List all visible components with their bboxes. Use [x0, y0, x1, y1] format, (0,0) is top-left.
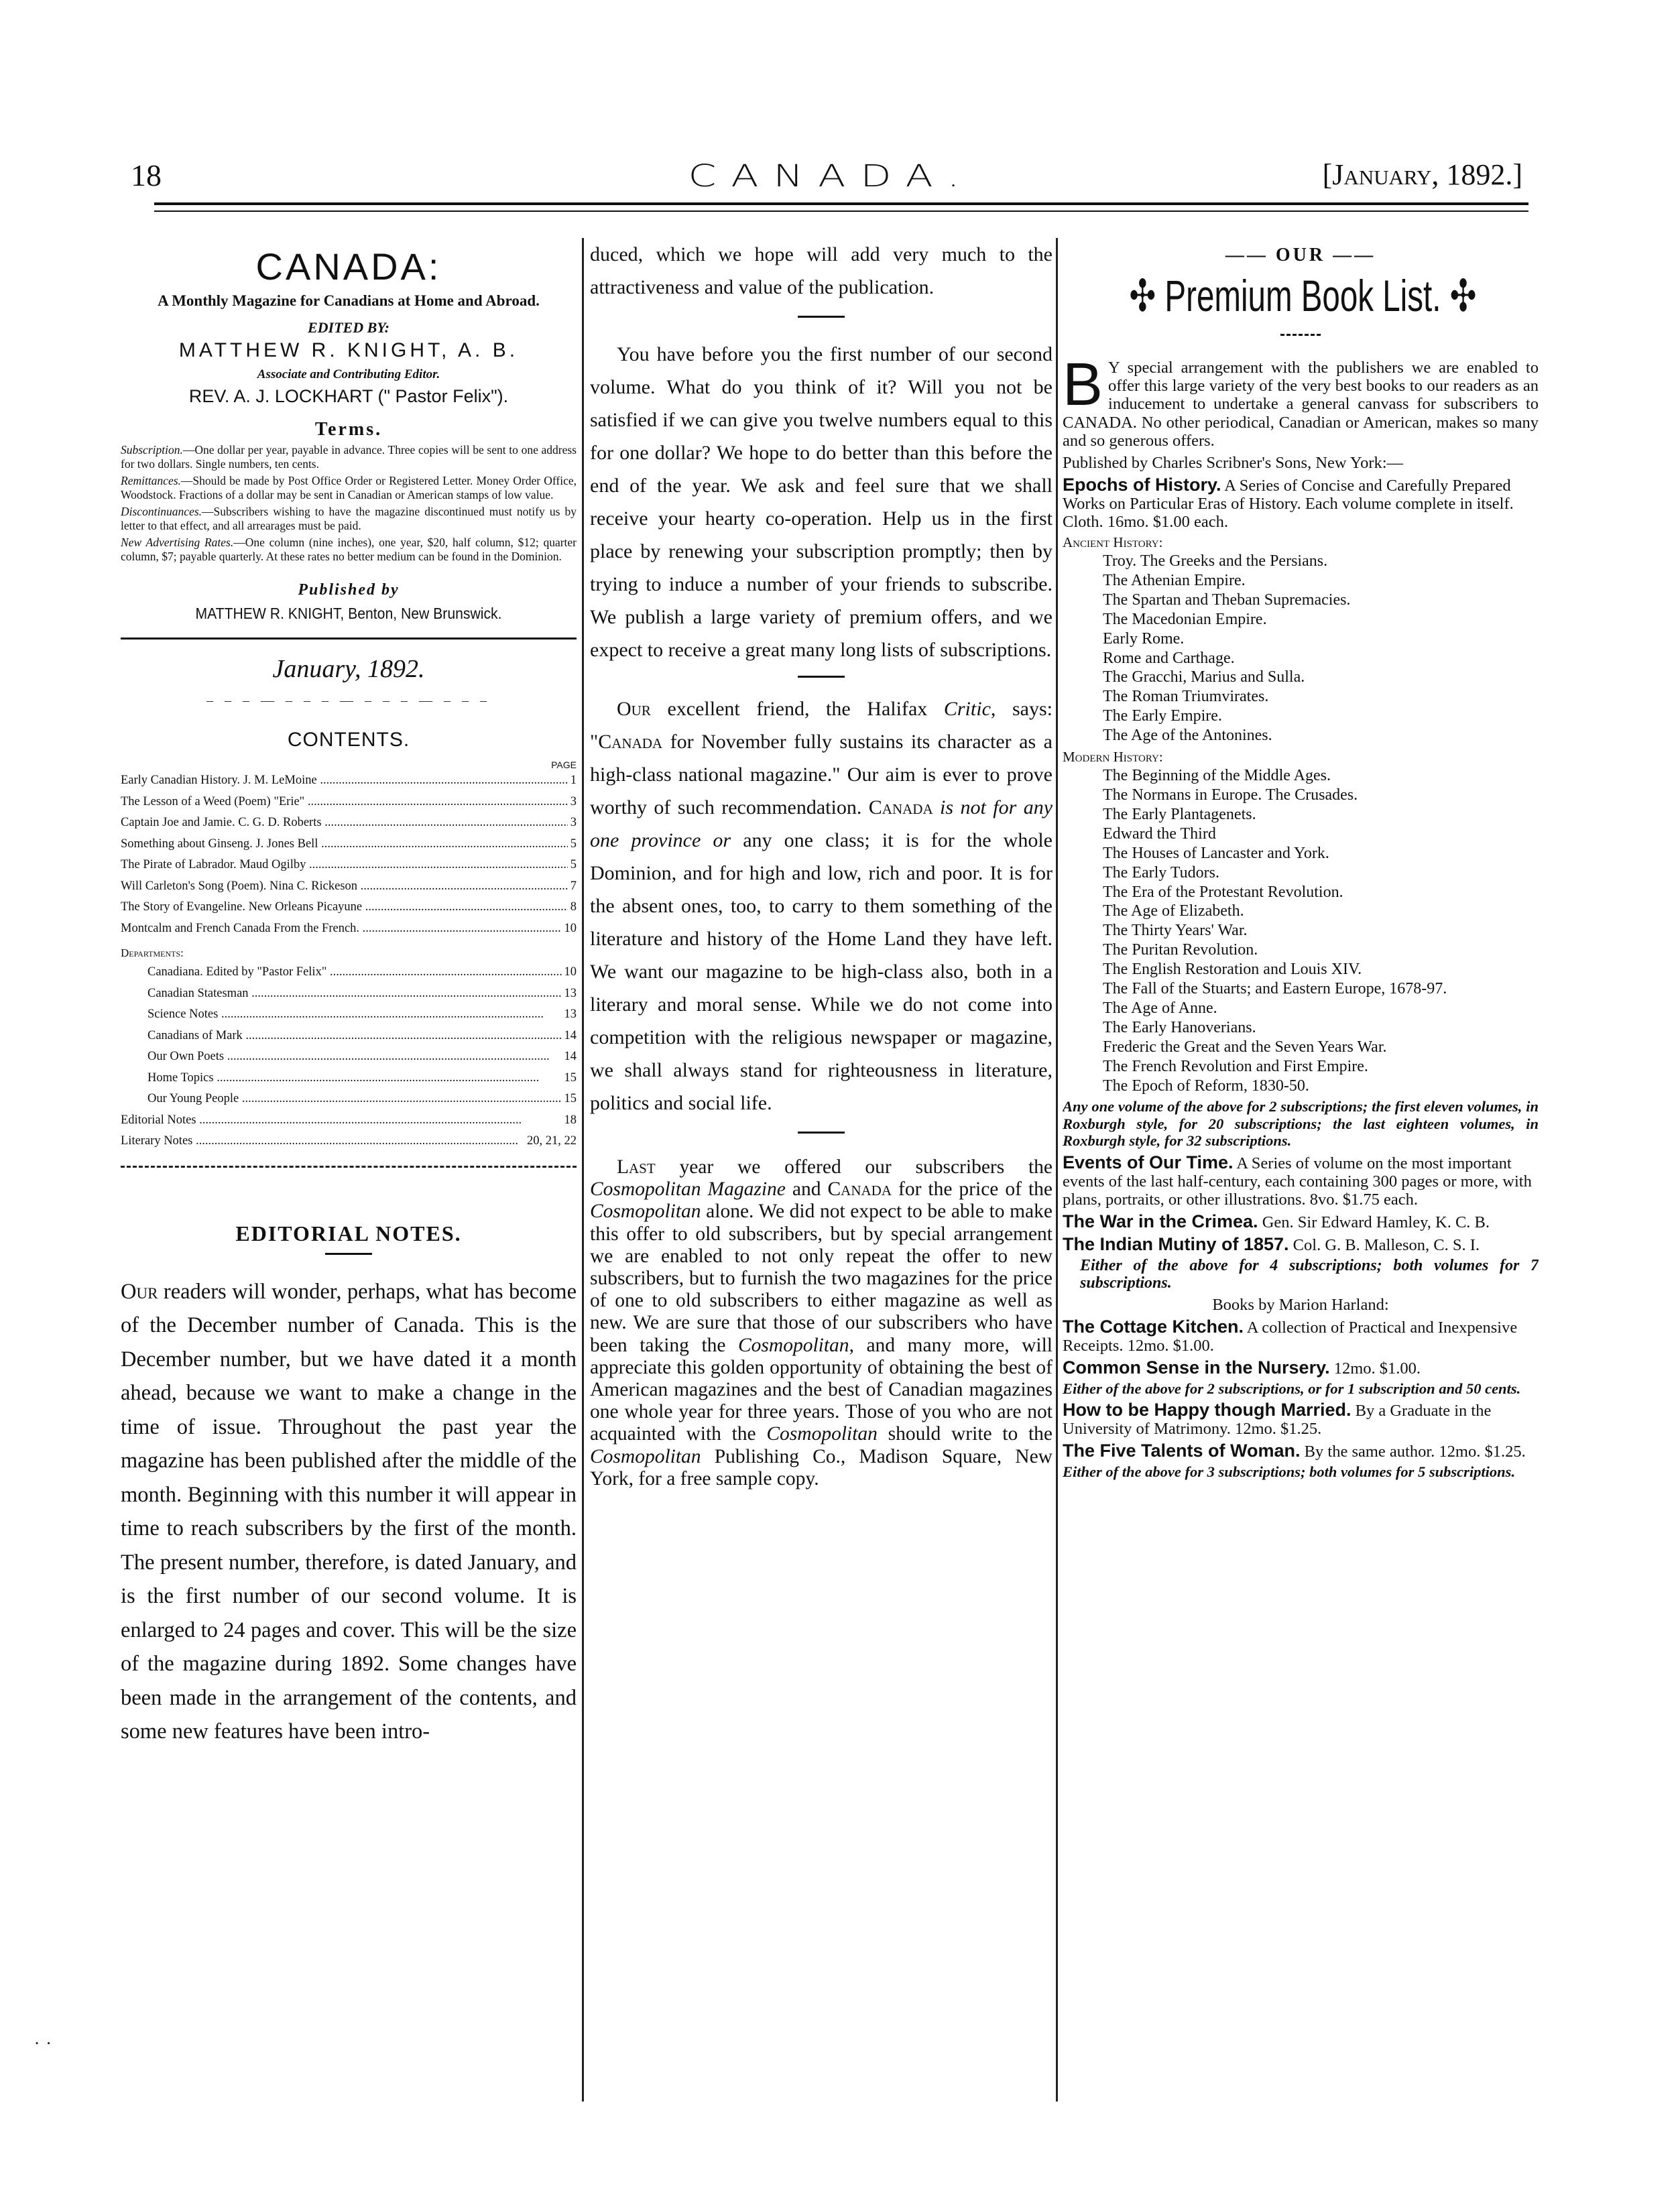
contents-item: [121, 876, 577, 898]
contents-item-page: 10: [564, 921, 577, 935]
book-happy: How to be Happy though Married. By a Graduate in the University of Matrimony. 12mo. $1.25.: [1063, 1400, 1492, 1439]
modern-history-label: Modern History:: [1063, 749, 1163, 766]
contents-item-title: Early Canadian History. J. M. LeMoine .....: [121, 770, 568, 792]
premium-intro: B Y special arrangement with the publishers we are enabled to offer this large variety of the very best books to our readers as an inducement to undertake a general canvass for subscribers to CANADA. No other periodical, Canadian or American, makes so many and so generous offers.: [1063, 351, 1539, 450]
terms-heading: Terms.: [314, 419, 383, 440]
contents-divider: [121, 1166, 577, 1168]
book-events: Events of Our Time. A Series of volume on the most important events of the last half-century, each containing 300 pages or more, with plans, portraits, or other illustrations. 8vo. $1.75 each.: [1063, 1152, 1532, 1209]
modern-history-item: The Puritan Revolution.: [1103, 941, 1258, 959]
contents-item-page: 18: [564, 1113, 577, 1127]
contents-item-page: 13: [564, 1008, 577, 1021]
associate-editor-label: Associate and Contributing Editor.: [257, 367, 440, 381]
nursery-offer: Either of the above for 2 subscriptions, or for 1 subscription and 50 cents.: [1063, 1380, 1521, 1397]
terms-remittances: Remittances.—Should be made by Post Office Order or Registered Letter. Money Order Office, Woodstock. Fractions of a dollar may be sent in Canadian or American stamps of low value.: [121, 474, 577, 501]
modern-history-item: The Normans in Europe. The Crusades.: [1103, 786, 1358, 804]
modern-history-item: The Early Plantagenets.: [1103, 805, 1256, 823]
ancient-history-item: The Gracchi, Marius and Sulla.: [1103, 668, 1305, 686]
modern-history-item: The French Revolution and First Empire.: [1103, 1057, 1368, 1075]
contents-item-title: The Story of Evangeline. New Orleans Picayune .....: [121, 897, 568, 918]
harland-line: Books by Marion Harland:: [1212, 1295, 1389, 1314]
contents-item: [121, 897, 577, 918]
contents-item-title: Editorial Notes .....: [121, 1110, 562, 1132]
dropcap: B: [1063, 351, 1103, 418]
ancient-history-list: [1063, 552, 1539, 745]
ancient-history-item: The Macedonian Empire.: [1103, 610, 1267, 628]
ancient-history-item: Early Rome.: [1103, 629, 1185, 648]
ancient-history-item: Rome and Carthage.: [1103, 649, 1235, 667]
ancient-history-item: The Spartan and Theban Supremacies.: [1103, 591, 1351, 609]
contents-item-title: The Lesson of a Weed (Poem) "Erie" .....: [121, 792, 568, 813]
divider-rule-2: [798, 676, 845, 678]
editorial-paragraph-2: You have before you the first number of our second volume. What do you think of it? Will you not be satisfied if we can give you twelve numbers equal to this for one dollar? We hope to do better than this before the end of the year. We ask and feel sure that we shall receive your hearty co-operation. Help us in the first place by renewing your subscription promptly; then by trying to induce a number of your friends to subscribe. We publish a large variety of premium offers, and we expect to receive a great many long lists of subscriptions.: [590, 343, 1053, 661]
editorial-rule: [325, 1253, 372, 1255]
contents-item-page: 15: [564, 1071, 577, 1085]
contents-item: [121, 1026, 577, 1047]
book-talents: The Five Talents of Woman. By the same author. 12mo. $1.25.: [1063, 1441, 1526, 1461]
contents-heading: CONTENTS.: [287, 729, 410, 751]
contents-item: [121, 770, 577, 792]
divider-rule-1: [798, 316, 845, 318]
contents-item-page: 8: [570, 900, 577, 914]
contents-item-title: Science Notes .....: [147, 1004, 562, 1026]
contents-item-page: 13: [564, 986, 577, 1000]
contents-item-page: 15: [564, 1092, 577, 1105]
column-premium-list: [1063, 238, 1539, 2102]
ancient-history-item: The Age of the Antonines.: [1103, 727, 1272, 745]
contents-item-title: Our Young People .....: [147, 1089, 562, 1110]
premium-our-label: —— OUR ——: [1225, 245, 1376, 265]
publisher-line: Published by Charles Scribner's Sons, New York:—: [1063, 454, 1404, 473]
page-number: 18: [131, 158, 162, 192]
terms-discontinuances: Discontinuances.—Subscribers wishing to have the magazine discontinued must notify us by letter to that effect, and all arrearages must be paid.: [121, 505, 577, 532]
modern-history-item: Frederic the Great and the Seven Years War.: [1103, 1038, 1387, 1056]
editor-name: MATTHEW R. KNIGHT, A. B.: [178, 339, 519, 361]
contents-item: [121, 918, 577, 940]
modern-history-item: The Early Hanoverians.: [1103, 1018, 1256, 1036]
contents-item-title: Home Topics .....: [147, 1068, 562, 1089]
running-title: CANADA.: [688, 158, 975, 194]
contents-item: [121, 1131, 577, 1152]
terms-subscription: Subscription.—One dollar per year, payable in advance. Three copies will be sent to one address for two dollars. Single numbers, ten cents.: [121, 443, 577, 471]
running-date: [January, 1892.]: [1322, 158, 1522, 191]
contents-item: [121, 962, 577, 983]
contents-item-page: 20, 21, 22: [527, 1134, 577, 1148]
publisher-name: MATTHEW R. KNIGHT, Benton, New Brunswick.: [195, 605, 502, 622]
contents-item: [121, 1110, 577, 1132]
modern-history-item: The Era of the Protestant Revolution.: [1103, 883, 1343, 901]
margin-marks: ˙ ˙: [34, 2038, 52, 2060]
published-by-label: Published by: [298, 581, 400, 599]
ancient-history-item: The Athenian Empire.: [1103, 571, 1246, 589]
contents-item-title: Canadiana. Edited by "Pastor Felix" .....: [147, 962, 562, 983]
contents-item: [121, 1046, 577, 1068]
header-rule-bottom: [154, 210, 1528, 212]
modern-history-item: The Fall of the Stuarts; and Eastern Europe, 1678-97.: [1103, 980, 1447, 998]
edited-by-label: EDITED BY:: [307, 319, 390, 336]
contents-item-page: 1: [570, 774, 577, 787]
contents-item-title: Will Carleton's Song (Poem). Nina C. Rickeson .....: [121, 876, 568, 898]
book-nursery: Common Sense in the Nursery. 12mo. $1.00.: [1063, 1357, 1421, 1378]
departments-list: [121, 962, 577, 1152]
contents-item-page: 5: [570, 858, 577, 871]
column-masthead: [121, 238, 577, 2088]
issue-date: January, 1892.: [272, 655, 425, 683]
contents-item: [121, 855, 577, 876]
terms-list: [121, 443, 577, 564]
contents-item-title: Literary Notes .....: [121, 1131, 524, 1152]
ancient-history-item: The Early Empire.: [1103, 707, 1222, 725]
book-cottage: The Cottage Kitchen. A collection of Practical and Inexpensive Receipts. 12mo. $1.00.: [1063, 1316, 1518, 1355]
contents-item: [121, 834, 577, 855]
column-divider-2: [1056, 238, 1058, 2102]
column-editorial: [590, 238, 1053, 2102]
header-rule-top: [154, 202, 1528, 205]
book-epochs: Epochs of History. A Series of Concise and Carefully Prepared Works on Particular Eras of History. Each volume complete in itself. Cloth. 16mo. $1.00 each.: [1063, 475, 1514, 532]
editorial-paragraph-3: Our excellent friend, the Halifax Critic, says: "Canada for November fully sustains its character as a high-class national magazine." Our aim is ever to prove worthy of such recommendation. Canada is not for any one province or any one class; it is for the whole Dominion, and for high and low, rich and poor. It is for the absent ones, too, to carry to them something of the literature and history of the Home Land they have left. We want our magazine to be high-class also, both in a literary and moral sense. While we do not come into competition with the religious newspaper or magazine, we shall always stand for righteousness in literature, politics and social life.: [590, 698, 1053, 1114]
editorial-paragraph-4: Last year we offered our subscribers the Cosmopolitan Magazine and Canada for the price of the Cosmopolitan alone. We did not expect to be able to make this offer to old subscribers, but by special arrangement we are enabled to not only repeat the offer to new subscribers, but to furnish the two magazines for the price of one to old subscribers to either magazine as well as new. We are sure that those of our subscribers who have been taking the Cosmopolitan, and many more, will appreciate this golden opportunity of obtaining the best of American magazines and the best of Canadian magazines one whole year for three years. Those of you who are not acquainted with the Cosmopolitan should write to the Cosmopolitan Publishing Co., Madison Square, New York, for a free sample copy.: [590, 1156, 1053, 1489]
contents-item-page: 5: [570, 837, 577, 851]
contents-item: [121, 792, 577, 813]
contents-item-page: 3: [570, 816, 577, 829]
ancient-history-label: Ancient History:: [1063, 534, 1163, 551]
contents-item-title: Canadian Statesman .....: [147, 983, 562, 1005]
masthead-title: CANADA:: [255, 245, 442, 288]
contents-item: [121, 983, 577, 1005]
contents-item-page: 7: [570, 879, 577, 893]
events-offer: Either of the above for 4 subscriptions; both volumes for 7 subscriptions.: [1080, 1256, 1539, 1292]
contents-item-title: Our Own Poets .....: [147, 1046, 562, 1068]
contents-item: [121, 1004, 577, 1026]
epochs-offer: Any one volume of the above for 2 subscriptions; the first eleven volumes, in Roxburgh style, for 20 subscriptions; the last eighteen volumes, in Roxburgh style, for 32 subscriptions.: [1063, 1098, 1539, 1150]
associate-editor-name: REV. A. J. LOCKHART (" Pastor Felix").: [188, 386, 509, 406]
editorial-notes-heading: EDITORIAL NOTES.: [235, 1221, 462, 1245]
modern-history-item: The Age of Anne.: [1103, 999, 1217, 1017]
modern-history-item: The Thirty Years' War.: [1103, 922, 1248, 940]
contents-item: [121, 1068, 577, 1089]
divider-rule-3: [798, 1132, 845, 1134]
contents-item-page: 14: [564, 1050, 577, 1063]
premium-title: ✣ Premium Book List. ✣: [1129, 271, 1477, 320]
premium-rule: [1280, 334, 1321, 336]
modern-history-item: The Epoch of Reform, 1830-50.: [1103, 1077, 1309, 1095]
talents-offer: Either of the above for 3 subscriptions; both volumes for 5 subscriptions.: [1063, 1463, 1516, 1481]
modern-history-item: The Early Tudors.: [1103, 863, 1219, 881]
modern-history-item: The English Restoration and Louis XIV.: [1103, 961, 1362, 979]
ancient-history-item: Troy. The Greeks and the Persians.: [1103, 552, 1328, 570]
contents-item-title: The Pirate of Labrador. Maud Ogilby .....: [121, 855, 568, 876]
modern-history-item: Edward the Third: [1103, 825, 1216, 843]
editorial-paragraph-1: Our readers will wonder, perhaps, what has become of the December number of Canada. This is the December number, but we have dated it a month ahead, because we want to make a change in the time of issue. Throughout the past year the magazine has been published after the middle of the month. Beginning with this number it will appear in time to reach subscribers by the first of the month. The present number, therefore, is dated January, and is the first number of our second volume. It is enlarged to 24 pages and cover. This will be the size of the magazine during 1892. Some changes have been made in the arrangement of the contents, and some new features have been intro-: [121, 1279, 577, 1744]
ancient-history-item: The Roman Triumvirates.: [1103, 688, 1269, 706]
contents-item-page: 14: [564, 1028, 577, 1042]
contents-page-label: PAGE: [551, 759, 577, 770]
contents-item: [121, 812, 577, 834]
editorial-continuation: duced, which we hope will add very much to the attractiveness and value of the publication.: [590, 243, 1053, 298]
modern-history-item: The Age of Elizabeth.: [1103, 902, 1244, 920]
contents-item: [121, 1089, 577, 1110]
book-crimea: The War in the Crimea. Gen. Sir Edward Hamley, K. C. B.: [1063, 1211, 1490, 1231]
contents-item-title: Captain Joe and Jamie. C. G. D. Roberts .....: [121, 812, 568, 834]
modern-history-item: The Houses of Lancaster and York.: [1103, 844, 1329, 862]
contents-list: [121, 770, 577, 939]
contents-item-title: Something about Ginseng. J. Jones Bell .....: [121, 834, 568, 855]
modern-history-list: [1063, 766, 1539, 1095]
contents-item-page: 3: [570, 794, 577, 808]
masthead-subtitle: A Monthly Magazine for Canadians at Home and Abroad.: [158, 292, 540, 309]
column-divider-1: [582, 238, 584, 2102]
book-mutiny: The Indian Mutiny of 1857. Col. G. B. Malleson, C. S. I.: [1063, 1233, 1480, 1254]
contents-item-page: 10: [564, 965, 577, 979]
terms-advertising: New Advertising Rates.—One column (nine inches), one year, $20, half column, $12; quarter column, $7; payable quarterly. At these rates no better medium can be found in the Dominion.: [121, 536, 577, 563]
departments-label: Departments:: [121, 947, 184, 959]
modern-history-item: The Beginning of the Middle Ages.: [1103, 767, 1331, 785]
ornament-dashes: ‒ ‒ ‒ — ‒ ‒ ‒ — ‒ ‒ ‒ — ‒ ‒ ‒: [206, 693, 491, 708]
masthead-rule: [121, 637, 577, 640]
contents-item-title: Montcalm and French Canada From the French. .....: [121, 918, 562, 940]
contents-item-title: Canadians of Mark .....: [147, 1026, 562, 1047]
